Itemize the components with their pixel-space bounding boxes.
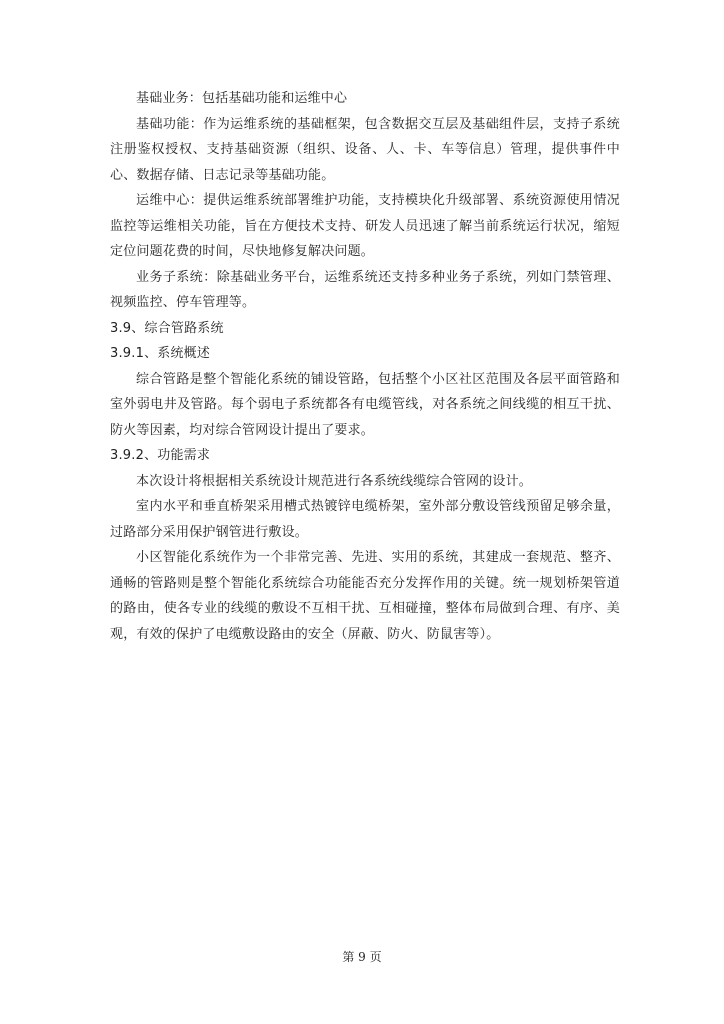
- section-heading-3-9: 3.9、综合管路系统: [110, 320, 224, 336]
- paragraph-pipeline-planning: 小区智能化系统作为一个非常完善、先进、实用的系统，其建成一套规范、整齐、通畅的管路则是整个智能化系统综合功能能否充分发挥作用的关键。统一规划桥架管道的路由，使各专业的线缆的敷设不互相干扰、互相碰撞，整体布局做到合理、有序、美观，有效的保护了电缆敷设路由的安全（屏蔽、防火、防鼠害等）。: [110, 550, 620, 642]
- page-number-footer: 第 9 页: [342, 950, 382, 964]
- paragraph-design-basis: 本次设计将根据相关系统设计规范进行各系统线缆综合管网的设计。: [136, 473, 533, 489]
- document-body: [110, 86, 620, 647]
- paragraph-cable-tray: 室内水平和垂直桥架采用槽式热镀锌电缆桥架，室外部分敷设管线预留足够余量，过路部分采用保护钢管进行敷设。: [110, 499, 620, 540]
- paragraph-system-overview: 综合管路是整个智能化系统的铺设管路，包括整个小区社区范围及各层平面管路和室外弱电井及管路。每个弱电子系统都各有电缆管线，对各系统之间线缆的相互干扰、防火等因素，均对综合管网设计提出了要求。: [110, 371, 620, 438]
- paragraph-business-subsystems: 业务子系统：除基础业务平台，运维系统还支持多种业务子系统，列如门禁管理、视频监控、停车管理等。: [110, 269, 620, 310]
- paragraph-basic-business: 基础业务：包括基础功能和运维中心: [136, 91, 348, 106]
- section-heading-3-9-1: 3.9.1、系统概述: [110, 346, 211, 361]
- paragraph-basic-functions: 基础功能：作为运维系统的基础框架，包含数据交互层及基础组件层，支持子系统注册鉴权授权、支持基础资源（组织、设备、人、卡、车等信息）管理，提供事件中心、数据存储、日志记录等基础功能。: [110, 116, 620, 183]
- paragraph-ops-center: 运维中心：提供运维系统部署维护功能，支持模块化升级部署、系统资源使用情况监控等运维相关功能，旨在方便技术支持、研发人员迅速了解当前系统运行状况，缩短定位问题花费的时间，尽快地修复解决问题。: [110, 193, 620, 259]
- section-heading-3-9-2: 3.9.2、功能需求: [110, 448, 211, 463]
